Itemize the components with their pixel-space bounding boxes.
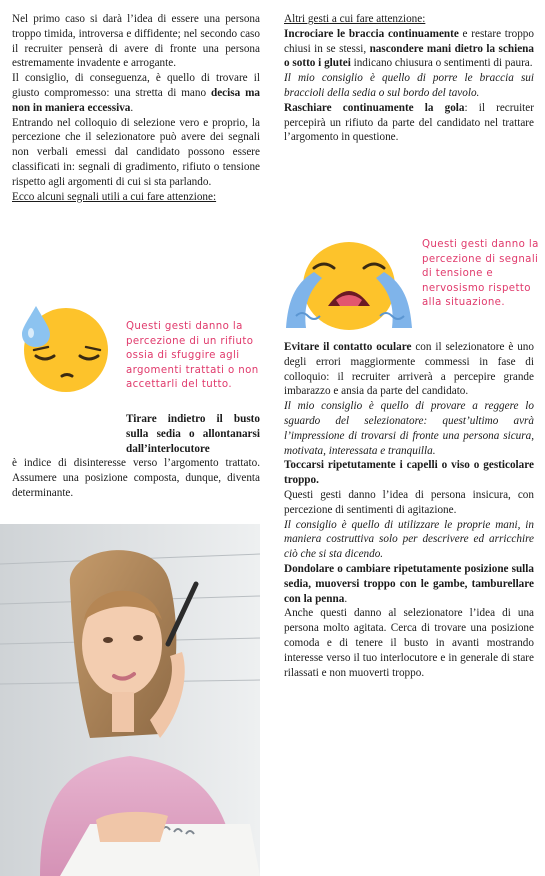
- braccia-mid: e restare troppo chiusi in se stessi,: [284, 27, 534, 55]
- paragraph-braccia: [284, 27, 534, 71]
- braccia-bold: Incrociare le braccia continuamente: [284, 27, 459, 40]
- paragraph-first-case: Nel primo caso si darà l’idea di essere una persona troppo timida, introversa e diffidente; nel secondo caso il recruiter penserà di avere di fronte una persona estremamente invadente e arrogante.: [12, 13, 260, 70]
- mani-bold: nascondere mani dietro la schiena o sotto i glutei: [284, 42, 534, 70]
- advice-end: .: [130, 101, 134, 114]
- paragraph-capelli-bold: [284, 458, 534, 488]
- paragraph-tirare: [126, 412, 260, 456]
- paragraph-dondolare: [284, 562, 534, 606]
- capelli-bold: Toccarsi ripetutamente i capelli o viso o gesticolare troppo.: [284, 459, 534, 487]
- gola-rest: : il recruiter percepirà un rifiuto da parte del candidato nel trattare l’argomento in questione.: [284, 101, 534, 144]
- contatto-rest: con il selezionatore è uno degli errori maggiormente commessi in fase di colloquio: il recruiter arriverà a percepire grande imbarazzo e ansia da parte del candidato.: [284, 341, 534, 398]
- left-column: [12, 12, 260, 499]
- section-heading-left: Ecco alcuni segnali utili a cui fare attenzione:: [12, 190, 217, 203]
- right-column: [284, 12, 539, 679]
- sweating-emoji-block: [12, 292, 260, 410]
- advice-bold: decisa ma non in maniera eccessiva: [12, 86, 260, 114]
- crying-emoji-block: [284, 222, 539, 342]
- tirare-bold: Tirare indietro il busto sulla sedia o allontanarsi dall’interlocutore: [126, 413, 260, 455]
- gola-bold: Raschiare continuamente la gola: [284, 101, 465, 114]
- paragraph-tirare-rest: è indice di disinteresse verso l’argomento trattato. Assumere una posizione composta, dunque, diventa determinante.: [12, 457, 260, 499]
- emoji-caption-right: Questi gesti danno la percezione di segnali di tensione e nervosismo rispetto alla situazione.: [422, 239, 539, 308]
- paragraph-interview: Entrando nel colloquio di selezione vero e proprio, la percezione che il selezionatore può avere dei segnali non verbali emessi dal candidato possono essere classificati in: segnali di gradimento, rifiuto o tensione rispetto agli argomenti di cui si sta parlando.: [12, 116, 260, 188]
- paragraph-contatto: [284, 340, 534, 399]
- paragraph-capelli: Questi gesti danno l’idea di persona insicura, con percezione di sentimenti di agitazione.: [284, 488, 534, 516]
- right-lower-block: [284, 340, 534, 680]
- sweating-emoji-icon: [14, 300, 114, 394]
- tip-mani: Il consiglio è quello di utilizzare le proprie mani, in maniera costruttiva solo per descrivere ed arricchire ciò che si sta dicendo.: [284, 518, 534, 561]
- emoji-caption-left: Questi gesti danno la percezione di un rifiuto ossia di sfuggire agli argomenti trattati o non accettarli del tutto.: [126, 321, 259, 390]
- tip-sguardo: Il mio consiglio è quello di provare a reggere lo sguardo del selezionatore: quest’ultimo avrà l’impressione di trovarsi di fronte una persona sicura, motivata, interessata e tranquilla.: [284, 400, 534, 457]
- paragraph-agitata: Anche questi danno al selezionatore l’idea di una persona molto agitata. Cerca di trovare una posizione comoda e di tenere il busto in avanti mostrando interesse verso il tuo interlocutore e in generale di stare rilassati e non muoverti troppo.: [284, 607, 534, 679]
- paragraph-gola: [284, 101, 534, 145]
- paragraph-advice: [12, 71, 260, 115]
- dondolare-end: .: [344, 592, 348, 605]
- advice-text: Il consiglio, di conseguenza, è quello di trovare il giusto compromesso: una stretta di mano: [12, 72, 260, 99]
- dondolare-bold: Dondolare o cambiare ripetutamente posizione sulla sedia, muoversi troppo con le gambe, tamburellare con la penna: [284, 562, 534, 605]
- braccia-end: indicano chiusura o sentimenti di paura.: [350, 57, 533, 70]
- thinking-woman-photo: [0, 524, 260, 876]
- section-heading-right: Altri gesti a cui fare attenzione:: [284, 13, 426, 25]
- tip-braccia: Il mio consiglio è quello di porre le braccia sui braccioli della sedia o sul bordo del tavolo.: [284, 72, 534, 99]
- contatto-bold: Evitare il contatto oculare: [284, 341, 412, 353]
- crying-emoji-icon: [284, 228, 414, 340]
